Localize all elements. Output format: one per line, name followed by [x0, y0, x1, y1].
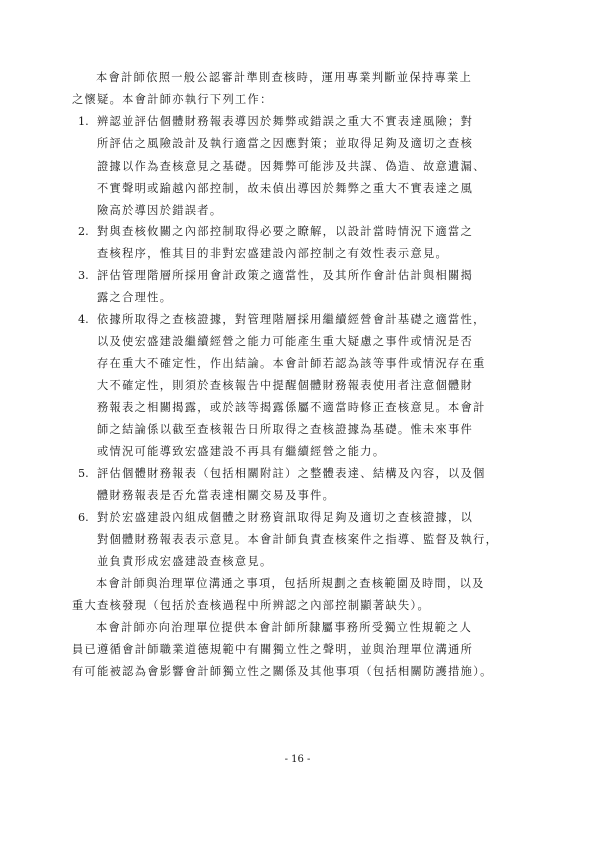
- item-6-line-2: 對個體財務報表表示意見。本會計師負責查核案件之指導、監督及執行，: [97, 533, 499, 546]
- paragraph-3-line-2: 員已遵循會計師職業道德規範中有關獨立性之聲明，並與治理單位溝通所: [72, 643, 474, 656]
- item-2-line-2: 查核程序，惟其目的非對宏盛建設內部控制之有效性表示意見。: [97, 247, 449, 260]
- intro-line-1: 本會計師依照一般公認審計準則查核時，運用專業判斷並保持專業上: [96, 71, 473, 84]
- item-4-line-5: 務報表之相關揭露，或於該等揭露係屬不適當時修正查核意見。本會計: [97, 401, 486, 414]
- item-6-number: 6.: [78, 511, 89, 524]
- item-4-number: 4.: [78, 313, 89, 326]
- item-2-line-1: 對與查核攸關之內部控制取得必要之瞭解，以設計當時情況下適當之: [97, 225, 474, 238]
- item-3-line-2: 露之合理性。: [97, 291, 173, 304]
- item-6-line-3: 並負責形成宏盛建設查核意見。: [97, 555, 273, 568]
- item-3-number: 3.: [78, 269, 89, 282]
- item-3-line-1: 評估管理階層所採用會計政策之適當性，及其所作會計估計與相關揭: [97, 269, 474, 282]
- item-1-line-5: 險高於導因於錯誤者。: [97, 204, 223, 217]
- paragraph-2-line-2: 重大查核發現（包括於查核過程中所辨認之內部控制顯著缺失）。: [72, 599, 430, 612]
- item-1-line-4: 不實聲明或踰越內部控制，故未偵出導因於舞弊之重大不實表達之風: [97, 182, 474, 195]
- item-4-line-3: 存在重大不確定性，作出結論。本會計師若認為該等事件或情況存在重: [97, 357, 486, 370]
- paragraph-3-line-3: 有可能被認為會影響會計師獨立性之關係及其他事項（包括相關防護措施）。: [72, 665, 493, 678]
- item-5-line-2: 體財務報表是否允當表達相關交易及事件。: [97, 489, 336, 502]
- item-1-line-2: 所評估之風險設計及執行適當之因應對策；並取得足夠及適切之查核: [97, 137, 474, 150]
- item-4-line-4: 大不確定性，則須於查核報告中提醒個體財務報表使用者注意個體財: [97, 379, 474, 392]
- paragraph-3-line-1: 本會計師亦向治理單位提供本會計師所隸屬事務所受獨立性規範之人: [96, 621, 473, 634]
- paragraph-2-line-1: 本會計師與治理單位溝通之事項，包括所規劃之查核範圍及時間，以及: [96, 577, 485, 590]
- intro-line-2: 之懷疑。本會計師亦執行下列工作：: [72, 93, 273, 106]
- page-number: - 16 -: [284, 754, 311, 765]
- item-1-number: 1.: [78, 115, 89, 128]
- item-4-line-6: 師之結論係以截至查核報告日所取得之查核證據為基礎。惟未來事件: [97, 423, 474, 436]
- item-1-line-3: 證據以作為查核意見之基礎。因舞弊可能涉及共謀、偽造、故意遺漏、: [97, 160, 486, 173]
- item-5-line-1: 評估個體財務報表（包括相關附註）之整體表達、結構及內容，以及個: [97, 467, 486, 480]
- item-2-number: 2.: [78, 225, 89, 238]
- item-6-line-1: 對於宏盛建設內組成個體之財務資訊取得足夠及適切之查核證據，以: [97, 511, 474, 524]
- item-4-line-1: 依據所取得之查核證據，對管理階層採用繼續經營會計基礎之適當性，: [97, 313, 486, 326]
- item-4-line-2: 以及使宏盛建設繼續經營之能力可能產生重大疑慮之事件或情況是否: [97, 335, 474, 348]
- item-5-number: 5.: [78, 467, 89, 480]
- item-1-line-1: 辨認並評估個體財務報表導因於舞弊或錯誤之重大不實表達風險；對: [97, 115, 474, 128]
- item-4-line-7: 或情況可能導致宏盛建設不再具有繼續經營之能力。: [97, 445, 386, 458]
